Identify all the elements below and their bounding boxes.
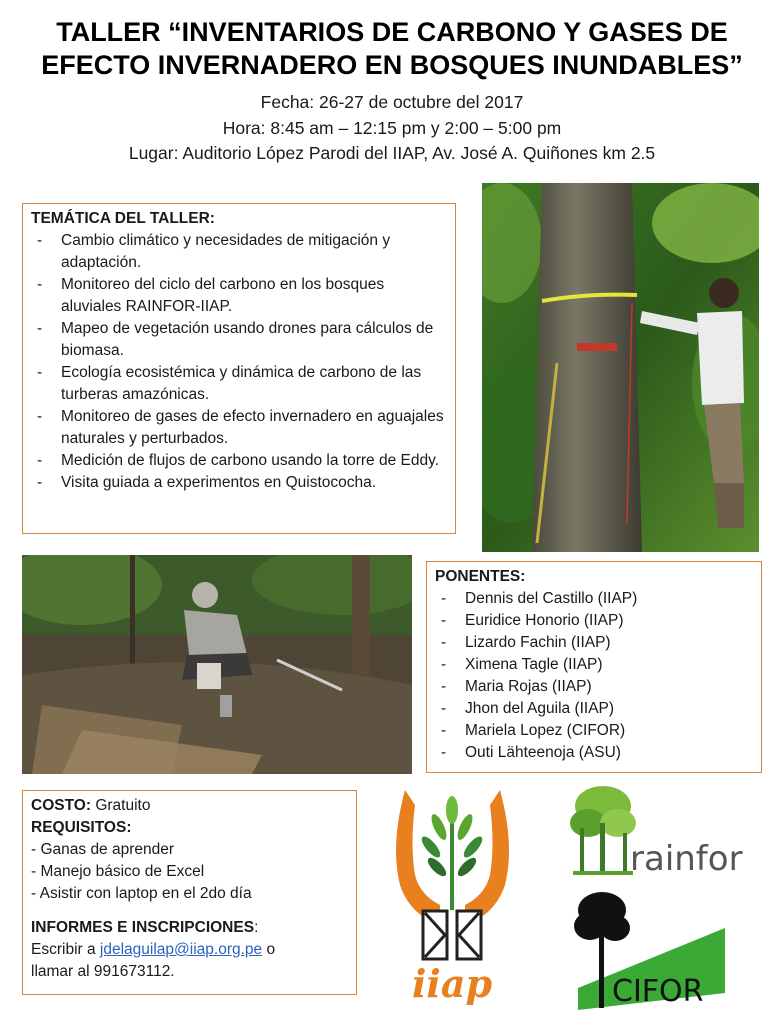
list-item: - Monitoreo del ciclo del carbono en los bosques aluviales RAINFOR-IIAP. [31, 274, 447, 318]
iiap-logo-text: iiap [411, 961, 493, 1005]
contact-heading: INFORMES E INSCRIPCIONES [31, 919, 255, 936]
speakers-list [435, 588, 753, 764]
list-item: - Ecología ecosistémica y dinámica de carbono de las turberas amazónicas. [31, 362, 447, 406]
topics-heading: TEMÁTICA DEL TALLER: [31, 210, 215, 227]
event-location: Lugar: Auditorio López Parodi del IIAP, Av. José A. Quiñones km 2.5 [128, 143, 656, 163]
contact-prefix: Escribir a [31, 941, 100, 958]
list-item: - Asistir con laptop en el 2do día [31, 885, 252, 902]
cost-value: Gratuito [95, 797, 151, 814]
contact-heading-line [31, 917, 348, 939]
contact-mid: o [262, 941, 276, 958]
swamp-fieldwork-photo [22, 555, 412, 774]
list-item: - Ximena Tagle (IIAP) [435, 654, 753, 676]
email-link[interactable]: jdelaguilap@iiap.org.pe [99, 941, 263, 958]
event-time: Hora: 8:45 am – 12:15 pm y 2:00 – 5:00 pm [222, 118, 562, 138]
list-item: - Monitoreo de gases de efecto invernadero en aguajales naturales y perturbados. [31, 406, 447, 450]
iiap-logo [385, 785, 520, 1005]
list-item: - Outi Lähteenoja (ASU) [435, 742, 753, 764]
cifor-logo [570, 888, 730, 1010]
requirements-list [31, 839, 348, 905]
contact-heading-colon: : [254, 919, 259, 936]
contact-line-2: llamar al 991673112. [31, 963, 175, 980]
contact-line-1 [31, 939, 348, 961]
list-item: - Manejo básico de Excel [31, 863, 205, 880]
title-line-1: TALLER “INVENTARIOS DE CARBONO Y GASES DE [56, 17, 728, 47]
list-item: - Maria Rojas (IIAP) [435, 676, 753, 698]
tree-measurement-photo [482, 183, 759, 552]
list-item: - Mapeo de vegetación usando drones para cálculos de biomasa. [31, 318, 447, 362]
speakers-heading: PONENTES: [435, 568, 526, 585]
rainfor-logo-text: rainfor [630, 839, 743, 879]
cifor-logo-text: CIFOR [612, 974, 704, 1009]
list-item: - Jhon del Aguila (IIAP) [435, 698, 753, 720]
requirements-heading: REQUISITOS: [31, 819, 132, 836]
topics-box [22, 203, 456, 534]
list-item: - Visita guiada a experimentos en Quistococha. [31, 472, 447, 494]
rainfor-logo [568, 778, 758, 882]
list-item: - Medición de flujos de carbono usando la torre de Eddy. [31, 450, 447, 472]
event-date: Fecha: 26-27 de octubre del 2017 [260, 92, 524, 112]
list-item: - Cambio climático y necesidades de mitigación y adaptación. [31, 230, 447, 274]
list-item: - Mariela Lopez (CIFOR) [435, 720, 753, 742]
cost-line [31, 795, 348, 817]
page-title [0, 16, 784, 82]
cost-label: COSTO: [31, 797, 91, 814]
title-line-2: EFECTO INVERNADERO EN BOSQUES INUNDABLES” [41, 50, 743, 80]
list-item: - Lizardo Fachin (IIAP) [435, 632, 753, 654]
list-item: - Dennis del Castillo (IIAP) [435, 588, 753, 610]
list-item: - Euridice Honorio (IIAP) [435, 610, 753, 632]
list-item: - Ganas de aprender [31, 841, 175, 858]
cost-requirements-box [22, 790, 357, 995]
topics-list [31, 230, 447, 494]
speakers-box [426, 561, 762, 773]
